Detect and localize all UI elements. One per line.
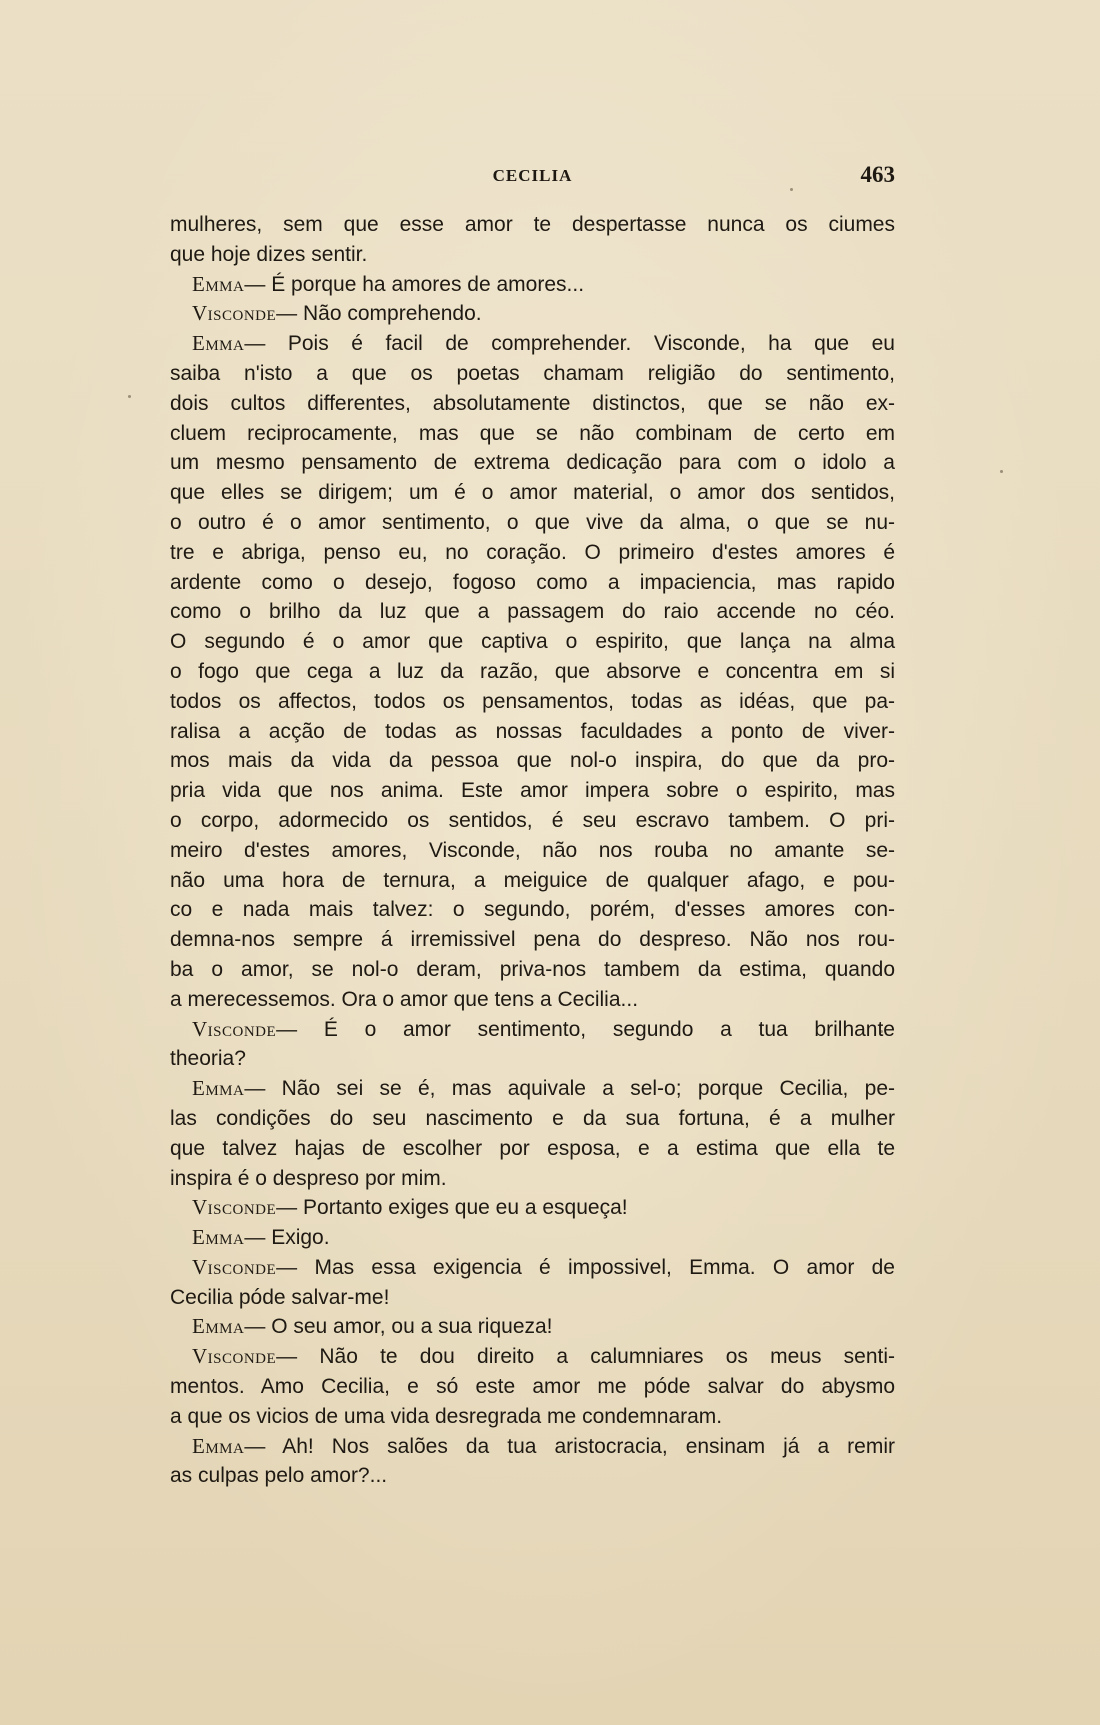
text-line — [170, 955, 895, 985]
text-line — [170, 717, 895, 747]
line-text: Exigo. — [271, 1226, 330, 1250]
line-text: tre e abriga, penso eu, no coração. O primeiro d'estes amores é — [170, 540, 895, 564]
speaker-dash: — — [244, 1077, 282, 1101]
dialogue-line — [170, 299, 895, 329]
speaker-name: Emma — [192, 331, 245, 356]
speaker-name: Visconde — [192, 1016, 277, 1041]
text-line — [170, 687, 895, 717]
line-text: inspira é o despreso por mim. — [170, 1166, 447, 1190]
line-text: É porque ha amores de amores... — [271, 272, 585, 296]
line-text: Pois é facil de comprehender. Visconde, ha que eu — [287, 332, 895, 356]
line-text: demna-nos sempre á irremissivel pena do despreso. Não nos rou- — [170, 928, 895, 952]
text-line — [170, 1104, 895, 1134]
text-line — [170, 1044, 895, 1074]
speaker-dash: — — [276, 1017, 324, 1041]
line-text: dois cultos differentes, absolutamente distinctos, que se não ex- — [170, 391, 895, 415]
line-text: como o brilho da luz que a passagem do raio accende no céo. — [170, 600, 895, 624]
text-line — [170, 895, 895, 925]
dialogue-line — [170, 270, 895, 300]
line-text: Portanto exiges que eu a esqueça! — [303, 1196, 628, 1220]
line-text: Ah! Nos salões da tua aristocracia, ensinam já a remir — [282, 1434, 895, 1458]
dialogue-line — [170, 1015, 895, 1045]
text-line — [170, 240, 895, 270]
speaker-dash: — — [244, 272, 272, 296]
line-text: que hoje dizes sentir. — [170, 242, 368, 266]
page-number: 463 — [860, 162, 895, 187]
speaker-name: Visconde — [192, 1254, 277, 1279]
line-text: saiba n'isto a que os poetas chamam religião do sentimento, — [170, 361, 895, 385]
text-line — [170, 1283, 895, 1313]
line-text: Não comprehendo. — [303, 302, 482, 326]
dialogue-line — [170, 1432, 895, 1462]
line-text: O seu amor, ou a sua riqueza! — [271, 1315, 553, 1339]
line-text: ba o amor, se nol-o deram, priva-nos tambem da estima, quando — [170, 957, 895, 981]
line-text: a que os vicios de uma vida desregrada me condemnaram. — [170, 1404, 723, 1428]
text-line — [170, 746, 895, 776]
line-text: o fogo que cega a luz da razão, que absorve e concentra em si — [170, 659, 895, 683]
line-text: ralisa a acção de todas as nossas faculdades a ponto de viver- — [170, 719, 895, 743]
speaker-dash: — — [244, 332, 288, 356]
speaker-dash: — — [244, 1434, 283, 1458]
dialogue-line — [170, 1312, 895, 1342]
dialogue-line — [170, 1342, 895, 1372]
speaker-name: Emma — [192, 1076, 245, 1101]
body-text — [170, 210, 895, 1491]
text-line — [170, 478, 895, 508]
text-line — [170, 925, 895, 955]
line-text: cluem reciprocamente, mas que se não combinam de certo em — [170, 421, 895, 445]
text-line — [170, 985, 895, 1015]
line-text: que elles se dirigem; um é o amor material, o amor dos sentidos, — [170, 481, 895, 505]
dialogue-line — [170, 329, 895, 359]
line-text: mentos. Amo Cecilia, e só este amor me póde salvar do abysmo — [170, 1375, 895, 1399]
line-text: theoria? — [170, 1047, 246, 1071]
line-text: a merecessemos. Ora o amor que tens a Cecilia... — [170, 987, 639, 1011]
running-title: CECILIA — [492, 166, 573, 185]
text-line — [170, 597, 895, 627]
speaker-name: Emma — [192, 1225, 245, 1250]
speaker-dash: — — [276, 1345, 320, 1369]
text-line — [170, 359, 895, 389]
text-line — [170, 627, 895, 657]
line-text: que talvez hajas de escolher por esposa, e a estima que ella te — [170, 1136, 895, 1160]
text-line — [170, 657, 895, 687]
text-line — [170, 866, 895, 896]
dialogue-line — [170, 1223, 895, 1253]
dialogue-line — [170, 1193, 895, 1223]
line-text: um mesmo pensamento de extrema dedicação para com o idolo a — [170, 451, 895, 475]
text-line — [170, 1134, 895, 1164]
speaker-name: Visconde — [192, 1344, 277, 1369]
text-line — [170, 568, 895, 598]
text-line — [170, 1164, 895, 1194]
text-line — [170, 806, 895, 836]
text-line — [170, 389, 895, 419]
speaker-dash: — — [276, 1196, 304, 1220]
speaker-dash: — — [276, 1255, 315, 1279]
text-line — [170, 1402, 895, 1432]
print-speck — [1000, 470, 1003, 473]
line-text: as culpas pelo amor?... — [170, 1464, 388, 1488]
line-text: todos os affectos, todos os pensamentos, todas as idéas, que pa- — [170, 689, 895, 713]
text-line — [170, 210, 895, 240]
speaker-name: Visconde — [192, 1195, 277, 1220]
dialogue-line — [170, 1074, 895, 1104]
running-head — [170, 162, 895, 196]
speaker-dash: — — [244, 1315, 272, 1339]
text-line — [170, 538, 895, 568]
line-text: mos mais da vida da pessoa que nol-o inspira, do que da pro- — [170, 749, 895, 773]
line-text: o outro é o amor sentimento, o que vive da alma, o que se nu- — [170, 510, 895, 534]
line-text: É o amor sentimento, segundo a tua brilhante — [323, 1017, 895, 1041]
line-text: Não te dou direito a calumniares os meus senti- — [319, 1345, 895, 1369]
dialogue-line — [170, 1253, 895, 1283]
line-text: meiro d'estes amores, Visconde, não nos rouba no amante se- — [170, 838, 895, 862]
speaker-name: Emma — [192, 1433, 245, 1458]
speaker-name: Emma — [192, 1314, 245, 1339]
text-line — [170, 776, 895, 806]
text-line — [170, 836, 895, 866]
text-line — [170, 419, 895, 449]
text-line — [170, 1461, 895, 1491]
speaker-dash: — — [276, 302, 304, 326]
line-text: Cecilia póde salvar-me! — [170, 1285, 390, 1309]
speaker-name: Emma — [192, 271, 245, 296]
text-line — [170, 1372, 895, 1402]
speaker-name: Visconde — [192, 301, 277, 326]
text-line — [170, 508, 895, 538]
speaker-dash: — — [244, 1226, 272, 1250]
line-text: co e nada mais talvez: o segundo, porém, d'esses amores con- — [170, 898, 895, 922]
line-text: Não sei se é, mas aquivale a sel-o; porque Cecilia, pe- — [281, 1077, 895, 1101]
line-text: Mas essa exigencia é impossivel, Emma. O amor de — [314, 1255, 895, 1279]
text-line — [170, 448, 895, 478]
line-text: ardente como o desejo, fogoso como a impaciencia, mas rapido — [170, 570, 895, 594]
line-text: las condições do seu nascimento e da sua fortuna, é a mulher — [170, 1106, 895, 1130]
line-text: não uma hora de ternura, a meiguice de qualquer afago, e pou- — [170, 868, 895, 892]
line-text: O segundo é o amor que captiva o espirito, que lança na alma — [170, 630, 895, 654]
line-text: o corpo, adormecido os sentidos, é seu escravo tambem. O pri- — [170, 808, 895, 832]
line-text: mulheres, sem que esse amor te despertasse nunca os ciumes — [170, 213, 895, 236]
line-text: pria vida que nos anima. Este amor impera sobre o espirito, mas — [170, 779, 895, 803]
print-speck — [128, 395, 131, 398]
